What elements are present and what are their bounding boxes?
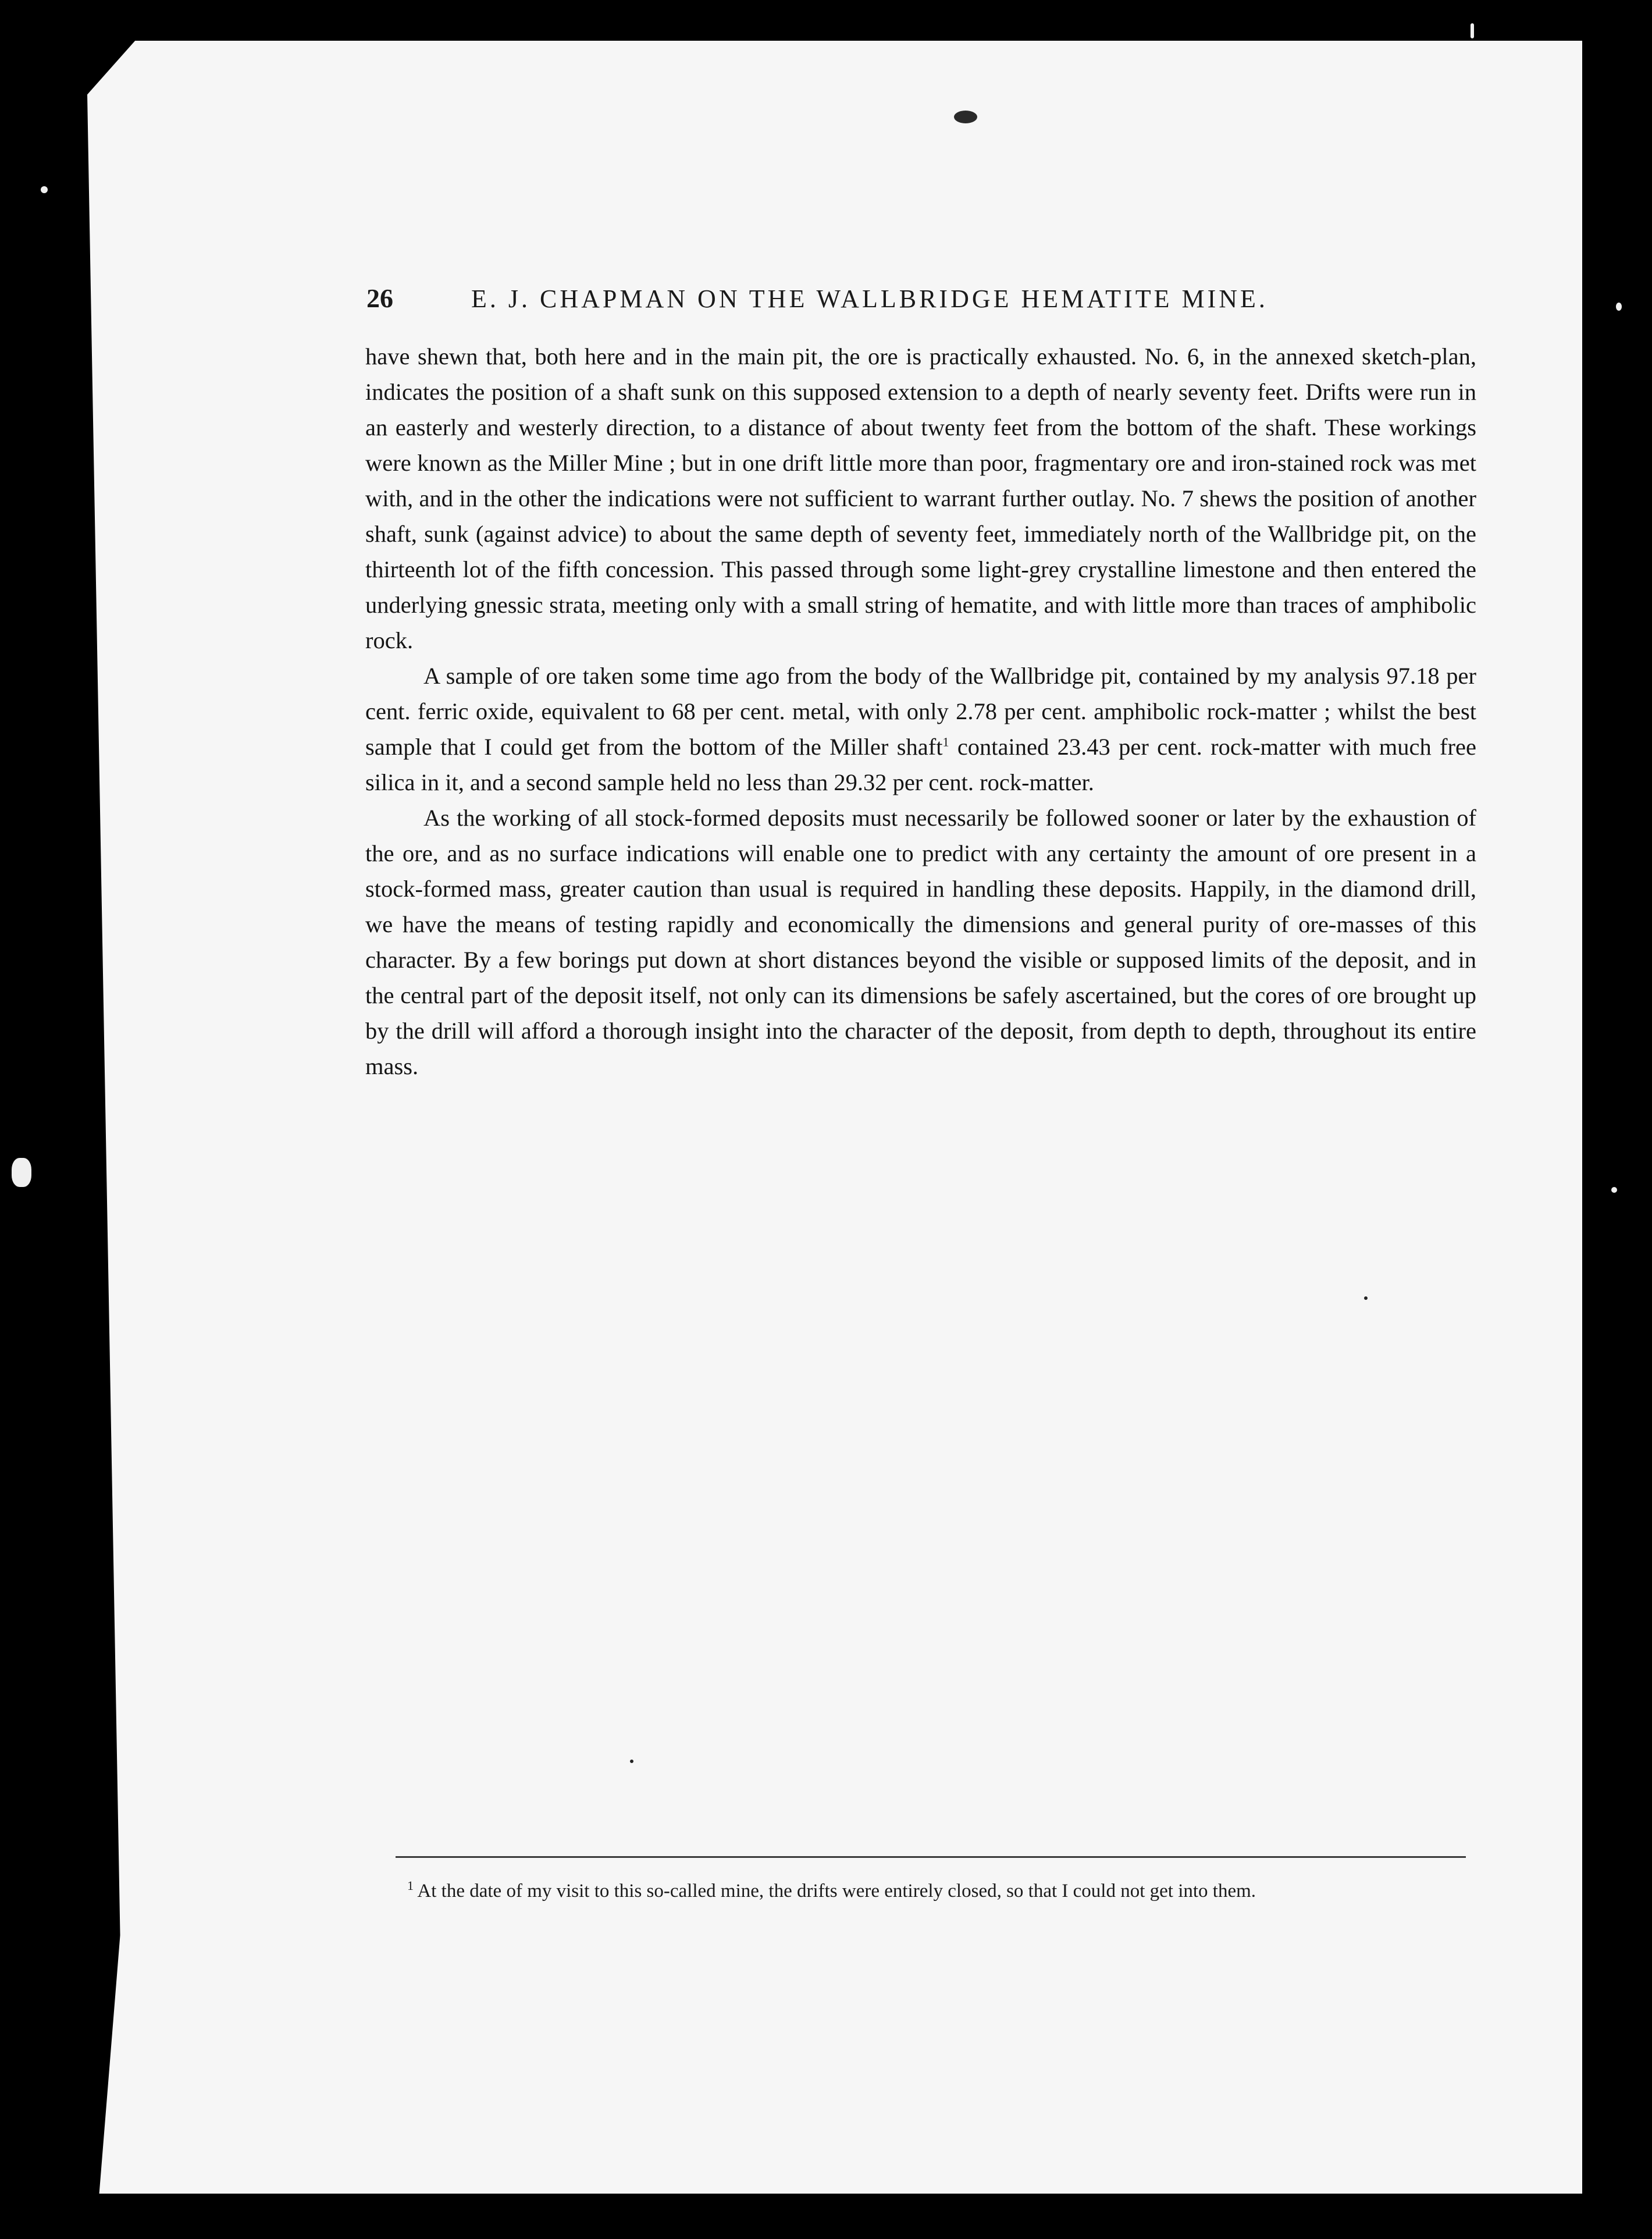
footnote-marker: 1 bbox=[407, 1878, 414, 1893]
scan-speck bbox=[1471, 23, 1474, 38]
running-head: E. J. CHAPMAN ON THE WALLBRIDGE HEMATITE MINE. bbox=[471, 285, 1268, 313]
footnote-text: At the date of my visit to this so-called mine, the drifts were entirely closed, so that I could not get into them. bbox=[414, 1881, 1256, 1902]
scan-speck bbox=[1611, 1187, 1617, 1193]
scan-speck bbox=[1616, 303, 1622, 311]
body-text bbox=[365, 339, 1476, 1084]
paragraph-2-text: A sample of ore taken some time ago from the body of the Wallbridge pit, contained by my analysis 97.18 per cent. ferric oxide, equivalent to 68 per cent. metal, with only 2.78 per cent. amphibolic rock-matter ; whilst the best sample that I could get from the bottom of the Miller shaft bbox=[365, 663, 1476, 760]
page-header bbox=[366, 283, 1483, 314]
footnote-divider bbox=[396, 1856, 1466, 1858]
footnote-reference: 1 bbox=[942, 734, 949, 749]
paragraph-3: As the working of all stock-formed deposits must necessarily be followed sooner or later by the exhaustion of the ore, and as no surface indications will enable one to predict with any certainty the amount of ore present in a stock-formed mass, greater caution than usual is required in handling these deposits. Happily, in the diamond drill, we have the means of testing rapidly and economically the dimensions and general purity of ore-masses of this character. By a few borings put down at short distances beyond the visible or supposed limits of the deposit, and in the central part of the deposit itself, not only can its dimensions be safely ascertained, but the cores of ore brought up by the drill will afford a thorough insight into the character of the deposit, from depth to depth, throughout its entire mass. bbox=[365, 805, 1476, 1079]
paragraph-1: have shewn that, both here and in the main pit, the ore is practically exhausted. No. 6, in the annexed sketch-plan, indicates the position of a shaft sunk on this supposed extension to a depth of nearly seventy feet. Drifts were run in an easterly and westerly direction, to a distance of about twenty feet from the bottom of the shaft. These workings were known as the Miller Mine ; but in one drift little more than poor, fragmentary ore and iron-stained rock was met with, and in the other the indications were not sufficient to warrant further outlay. No. 7 shews the position of another shaft, sunk (against advice) to about the same depth of seventy feet, immediately north of the Wallbridge pit, on the thirteenth lot of the fifth concession. This passed through some light-grey crystalline limestone and then entered the underlying gnessic strata, meeting only with a small string of hematite, and with little more than traces of amphibolic rock. bbox=[365, 343, 1476, 653]
scan-speck bbox=[954, 111, 977, 123]
footnote bbox=[361, 1877, 1476, 1905]
scan-speck bbox=[630, 1760, 633, 1763]
page-number: 26 bbox=[366, 283, 393, 313]
scan-speck bbox=[12, 1158, 31, 1187]
scan-speck bbox=[1364, 1296, 1368, 1300]
paragraph-2 bbox=[365, 658, 1476, 800]
scan-speck bbox=[41, 186, 48, 193]
paragraph-2-text-continued: contained 23.43 per cent. rock-matter with much free silica in it, and a second sample held no less than 29.32 per cent. rock-matter. bbox=[365, 734, 1476, 795]
